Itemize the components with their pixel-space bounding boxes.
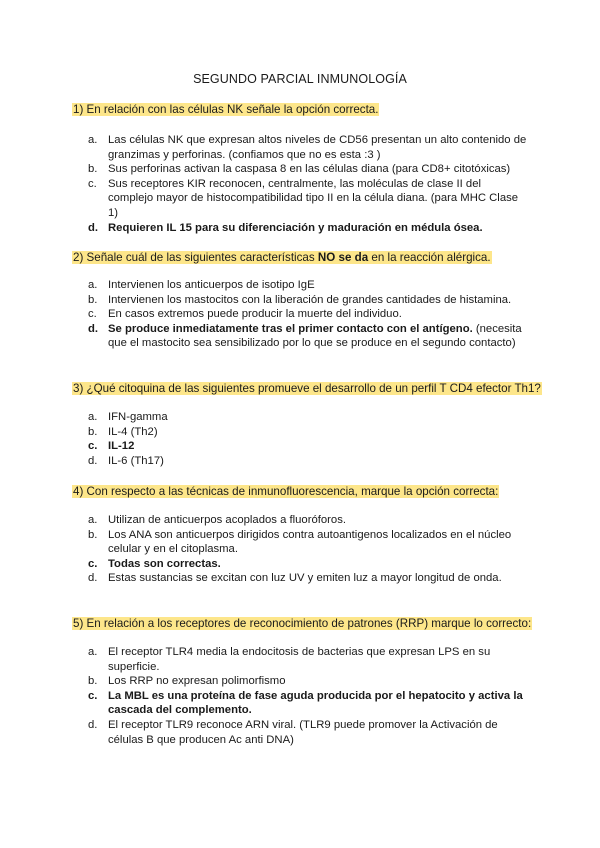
- q5-option-b: b. Los RRP no expresan polimorfismo: [88, 675, 286, 688]
- question-5-options: [88, 645, 528, 747]
- question-1-options: [88, 133, 528, 235]
- q3-option-b: b. IL-4 (Th2): [88, 425, 158, 438]
- question-2: [72, 250, 492, 265]
- document-title: SEGUNDO PARCIAL INMUNOLOGÍA: [193, 72, 407, 86]
- q3-option-a: a. IFN-gamma: [88, 411, 168, 423]
- question-3-options: [88, 410, 528, 468]
- question-2-text: 2) Señale cuál de las siguientes características NO se da en la reacción alérgica.: [73, 251, 491, 264]
- q5-option-c: c. La MBL es una proteína de fase aguda producida por el hepatocito y activa la cascada del complemento.: [88, 689, 523, 717]
- q3-option-d: d. IL-6 (Th17): [88, 454, 164, 467]
- q2-option-b: b. Intervienen los mastocitos con la liberación de grandes cantidades de histamina.: [88, 293, 512, 306]
- q1-option-a: a. Las células NK que expresan altos niveles de CD56 presentan un alto contenido de granzimas y perforinas. (confiamos que no es esta :3 ): [88, 134, 527, 161]
- question-5: [72, 616, 532, 631]
- q4-option-d: d. Estas sustancias se excitan con luz UV y emiten luz a mayor longitud de onda.: [88, 572, 502, 585]
- question-4: [72, 484, 499, 499]
- question-3-text: 3) ¿Qué citoquina de las siguientes promueve el desarrollo de un perfil T CD4 efector Th1?: [73, 382, 541, 395]
- q1-option-d: d. Requieren IL 15 para su diferenciación y maduración en médula ósea.: [88, 221, 483, 234]
- question-1: [72, 102, 379, 117]
- q1-option-c: c. Sus receptores KIR reconocen, centralmente, las moléculas de clase II del complejo mayor de histocompatibilidad tipo II en la célula diana. (para MHC Clase 1): [88, 177, 519, 219]
- q2-option-d-note: (necesita que el mastocito sea sensibilizado por lo que se produce en el segundo contacto): [108, 322, 522, 350]
- question-2-options: [88, 278, 528, 351]
- question-4-text: 4) Con respecto a las técnicas de inmunofluorescencia, marque la opción correcta:: [73, 485, 499, 498]
- question-3: [72, 381, 542, 396]
- question-2-emphasis: NO se da: [317, 251, 369, 264]
- q2-option-d: d. Se produce inmediatamente tras el primer contacto con el antígeno. (necesita que el mastocito sea sensibilizado por lo que se produce en el segundo contacto): [88, 322, 522, 350]
- q3-option-c: c. IL-12: [88, 440, 135, 453]
- q5-option-d: d. El receptor TLR9 reconoce ARN viral. (TLR9 puede promover la Activación de células B que producen Ac anti DNA): [88, 718, 498, 746]
- q2-option-c: c. En casos extremos puede producir la muerte del individuo.: [88, 308, 402, 321]
- q2-option-a: a. Intervienen los anticuerpos de isotipo IgE: [88, 279, 315, 291]
- question-5-text: 5) En relación a los receptores de reconocimiento de patrones (RRP) marque lo correcto:: [73, 617, 532, 630]
- q4-option-b: b. Los ANA son anticuerpos dirigidos contra autoantigenos localizados en el núcleo celular y en el citoplasma.: [88, 528, 512, 556]
- q4-option-a: a. Utilizan de anticuerpos acoplados a fluoróforos.: [88, 514, 347, 526]
- q4-option-c: c. Todas son correctas.: [88, 557, 221, 570]
- q1-option-b: b. Sus perforinas activan la caspasa 8 en las células diana (para CD8+ citotóxicas): [88, 163, 511, 176]
- question-4-options: [88, 513, 528, 586]
- q5-option-a: a. El receptor TLR4 media la endocitosis de bacterias que expresan LPS en su superficie.: [88, 646, 491, 673]
- question-1-text: 1) En relación con las células NK señale la opción correcta.: [73, 103, 379, 116]
